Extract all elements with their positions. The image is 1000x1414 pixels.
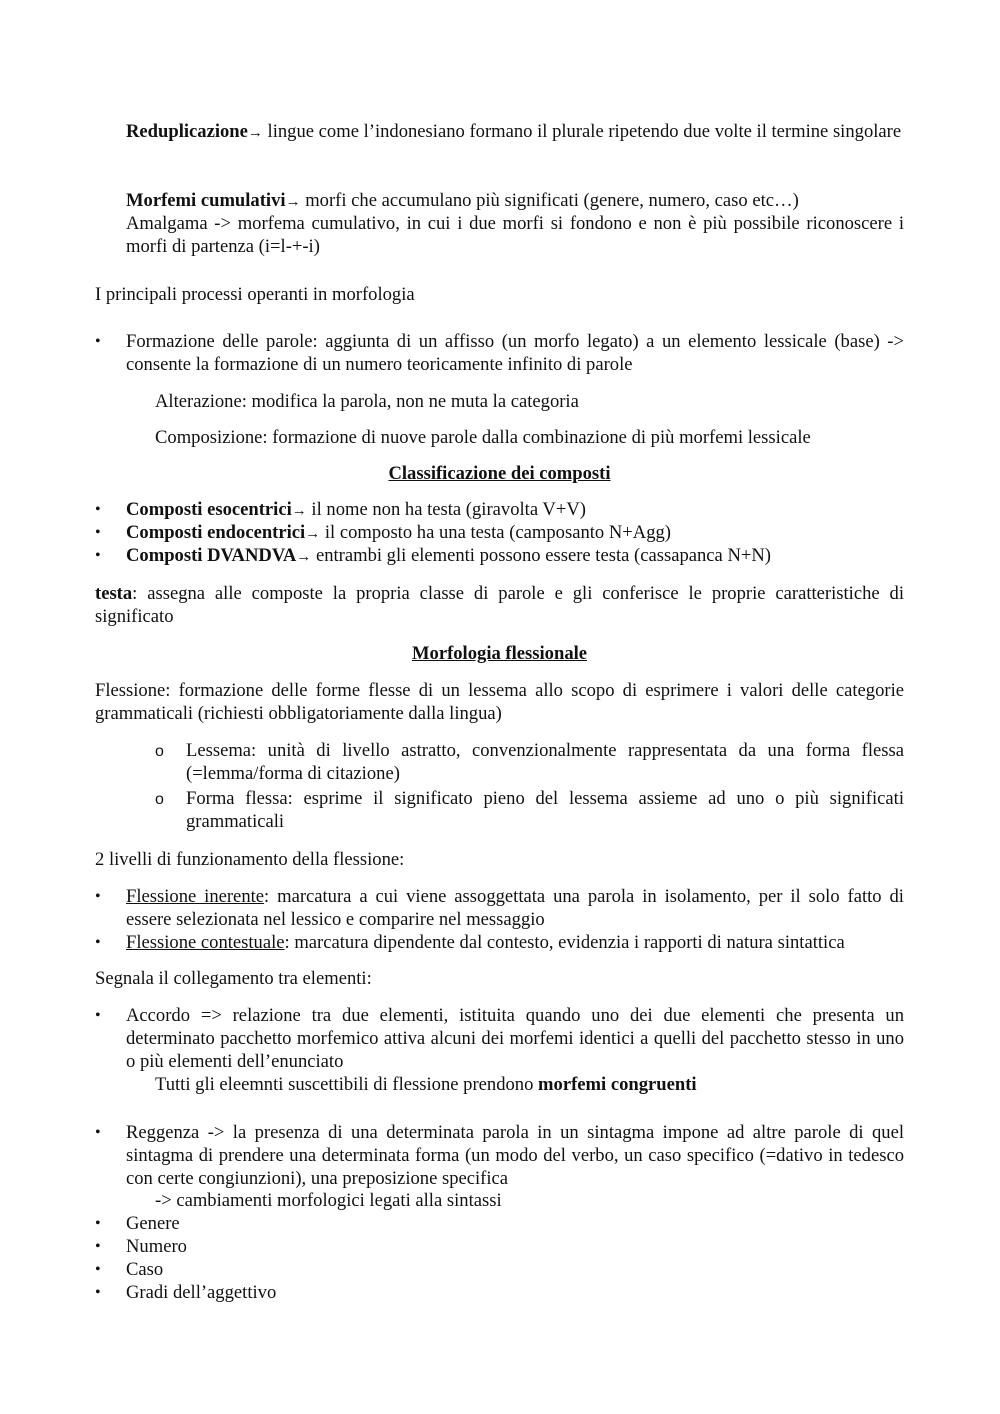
testa-term: testa (95, 583, 133, 604)
categoria-item: Genere (126, 1213, 180, 1234)
bullet-icon: • (95, 888, 101, 905)
bullet-icon: • (95, 1261, 101, 1278)
classificazione-title-text: Classificazione dei composti (388, 463, 611, 484)
composti-term: Composti endocentrici (126, 522, 306, 543)
testa-text: : assegna alle composte la propria classe di parole e gli conferisce le proprie caratteristiche di significato (95, 583, 904, 627)
amalgama-paragraph: Amalgama -> morfema cumulativo, in cui i due morfi si fondono e non è più possibile riconoscere i morfi di partenza (i=l-+-i) (126, 213, 904, 257)
accordo-note-text: Tutti gli eleemnti suscettibili di flessione prendono (155, 1074, 539, 1095)
bullet-icon: • (95, 501, 101, 518)
circle-bullet-icon: o (155, 743, 164, 760)
circle-bullet-icon: o (155, 791, 164, 808)
formazione-item: Formazione delle parole: aggiunta di un affisso (un morfo legato) a un elemento lessicale (base) -> consente la formazione di un numero teoricamente infinito di parole (126, 331, 904, 375)
morfemi-cumulativi-paragraph (126, 189, 904, 214)
reduplicazione-text: lingue come l’indonesiano formano il plurale ripetendo due volte il termine singolare (262, 121, 902, 142)
livelli-text: : marcatura a cui viene assoggettata una parola in isolamento, per il solo fatto di essere selezionata nel lessico e comparire nel messaggio (126, 886, 904, 930)
alterazione-line: Alterazione: modifica la parola, non ne muta la categoria (155, 391, 579, 412)
flessione-definition: Flessione: formazione delle forme flesse di un lessema allo scopo di esprimere i valori delle categorie grammaticali (richiesti obbligatoriamente dalla lingua) (95, 680, 904, 724)
bullet-icon: • (95, 934, 101, 951)
classificazione-title (95, 462, 904, 485)
composti-item (126, 498, 904, 523)
accordo-note (155, 1073, 904, 1096)
categoria-item: Numero (126, 1236, 187, 1257)
composti-term: Composti DVANDVA (126, 545, 297, 566)
composizione-line: Composizione: formazione di nuove parole dalla combinazione di più morfemi lessicale (155, 427, 811, 448)
bullet-icon: • (95, 333, 101, 350)
livelli-text: : marcatura dipendente dal contesto, evidenzia i rapporti di natura sintattica (284, 932, 845, 953)
bullet-icon: • (95, 1215, 101, 1232)
arrow-icon: → (285, 194, 301, 210)
bullet-icon: • (95, 1238, 101, 1255)
morfemi-cumulativi-text: morfi che accumulano più significati (genere, numero, caso etc…) (300, 190, 799, 211)
sub-item: Forma flessa: esprime il significato pieno del lessema assieme ad uno o più significati grammaticali (186, 788, 904, 832)
composti-term: Composti esocentrici (126, 499, 292, 520)
arrow-icon: → (305, 526, 321, 542)
bullet-icon: • (95, 1124, 101, 1141)
livelli-item (126, 885, 904, 931)
morfemi-cumulativi-term: Morfemi cumulativi (126, 190, 286, 211)
composti-item (126, 544, 904, 569)
morfologia-title-text: Morfologia flessionale (411, 643, 588, 664)
reduplicazione-paragraph (126, 120, 904, 145)
arrow-icon: → (296, 549, 312, 565)
accordo-note-bold: morfemi congruenti (538, 1074, 697, 1095)
morfologia-title (95, 642, 904, 665)
livelli-term: Flessione inerente (126, 886, 265, 907)
reggenza-item: Reggenza -> la presenza di una determinata parola in un sintagma impone ad altre parole di quel sintagma di prendere una determinata forma (un modo del verbo, un caso specifico (=dativo in tedesco con certe congiunzioni), una preposizione specifica (126, 1122, 904, 1189)
composti-text: entrambi gli elementi possono essere testa (cassapanca N+N) (311, 545, 771, 566)
segnala-heading: Segnala il collegamento tra elementi: (95, 968, 372, 989)
bullet-icon: • (95, 1007, 101, 1024)
categoria-item: Gradi dell’aggettivo (126, 1282, 277, 1303)
bullet-icon: • (95, 1284, 101, 1301)
testa-paragraph (95, 582, 904, 628)
sub-item: Lessema: unità di livello astratto, convenzionalmente rappresentata da una forma flessa (=lemma/forma di citazione) (186, 740, 904, 784)
bullet-icon: • (95, 547, 101, 564)
composti-text: il nome non ha testa (giravolta V+V) (306, 499, 586, 520)
reggenza-note: -> cambiamenti morfologici legati alla sintassi (155, 1190, 502, 1211)
composti-text: il composto ha una testa (camposanto N+Agg) (320, 522, 671, 543)
arrow-icon: → (291, 503, 307, 519)
reduplicazione-term: Reduplicazione (126, 121, 248, 142)
composti-item (126, 521, 904, 546)
arrow-icon: → (247, 125, 263, 141)
livelli-item (126, 931, 904, 954)
categoria-item: Caso (126, 1259, 164, 1280)
livelli-heading: 2 livelli di funzionamento della flessione: (95, 849, 405, 870)
livelli-term: Flessione contestuale (126, 932, 285, 953)
bullet-icon: • (95, 524, 101, 541)
processi-heading: I principali processi operanti in morfologia (95, 284, 415, 305)
accordo-item: Accordo => relazione tra due elementi, istituita quando uno dei due elementi che presenta un determinato pacchetto morfemico attiva alcuni dei morfemi identici a quelli del pacchetto stesso in uno o più elementi dell’enunciato (126, 1005, 904, 1072)
